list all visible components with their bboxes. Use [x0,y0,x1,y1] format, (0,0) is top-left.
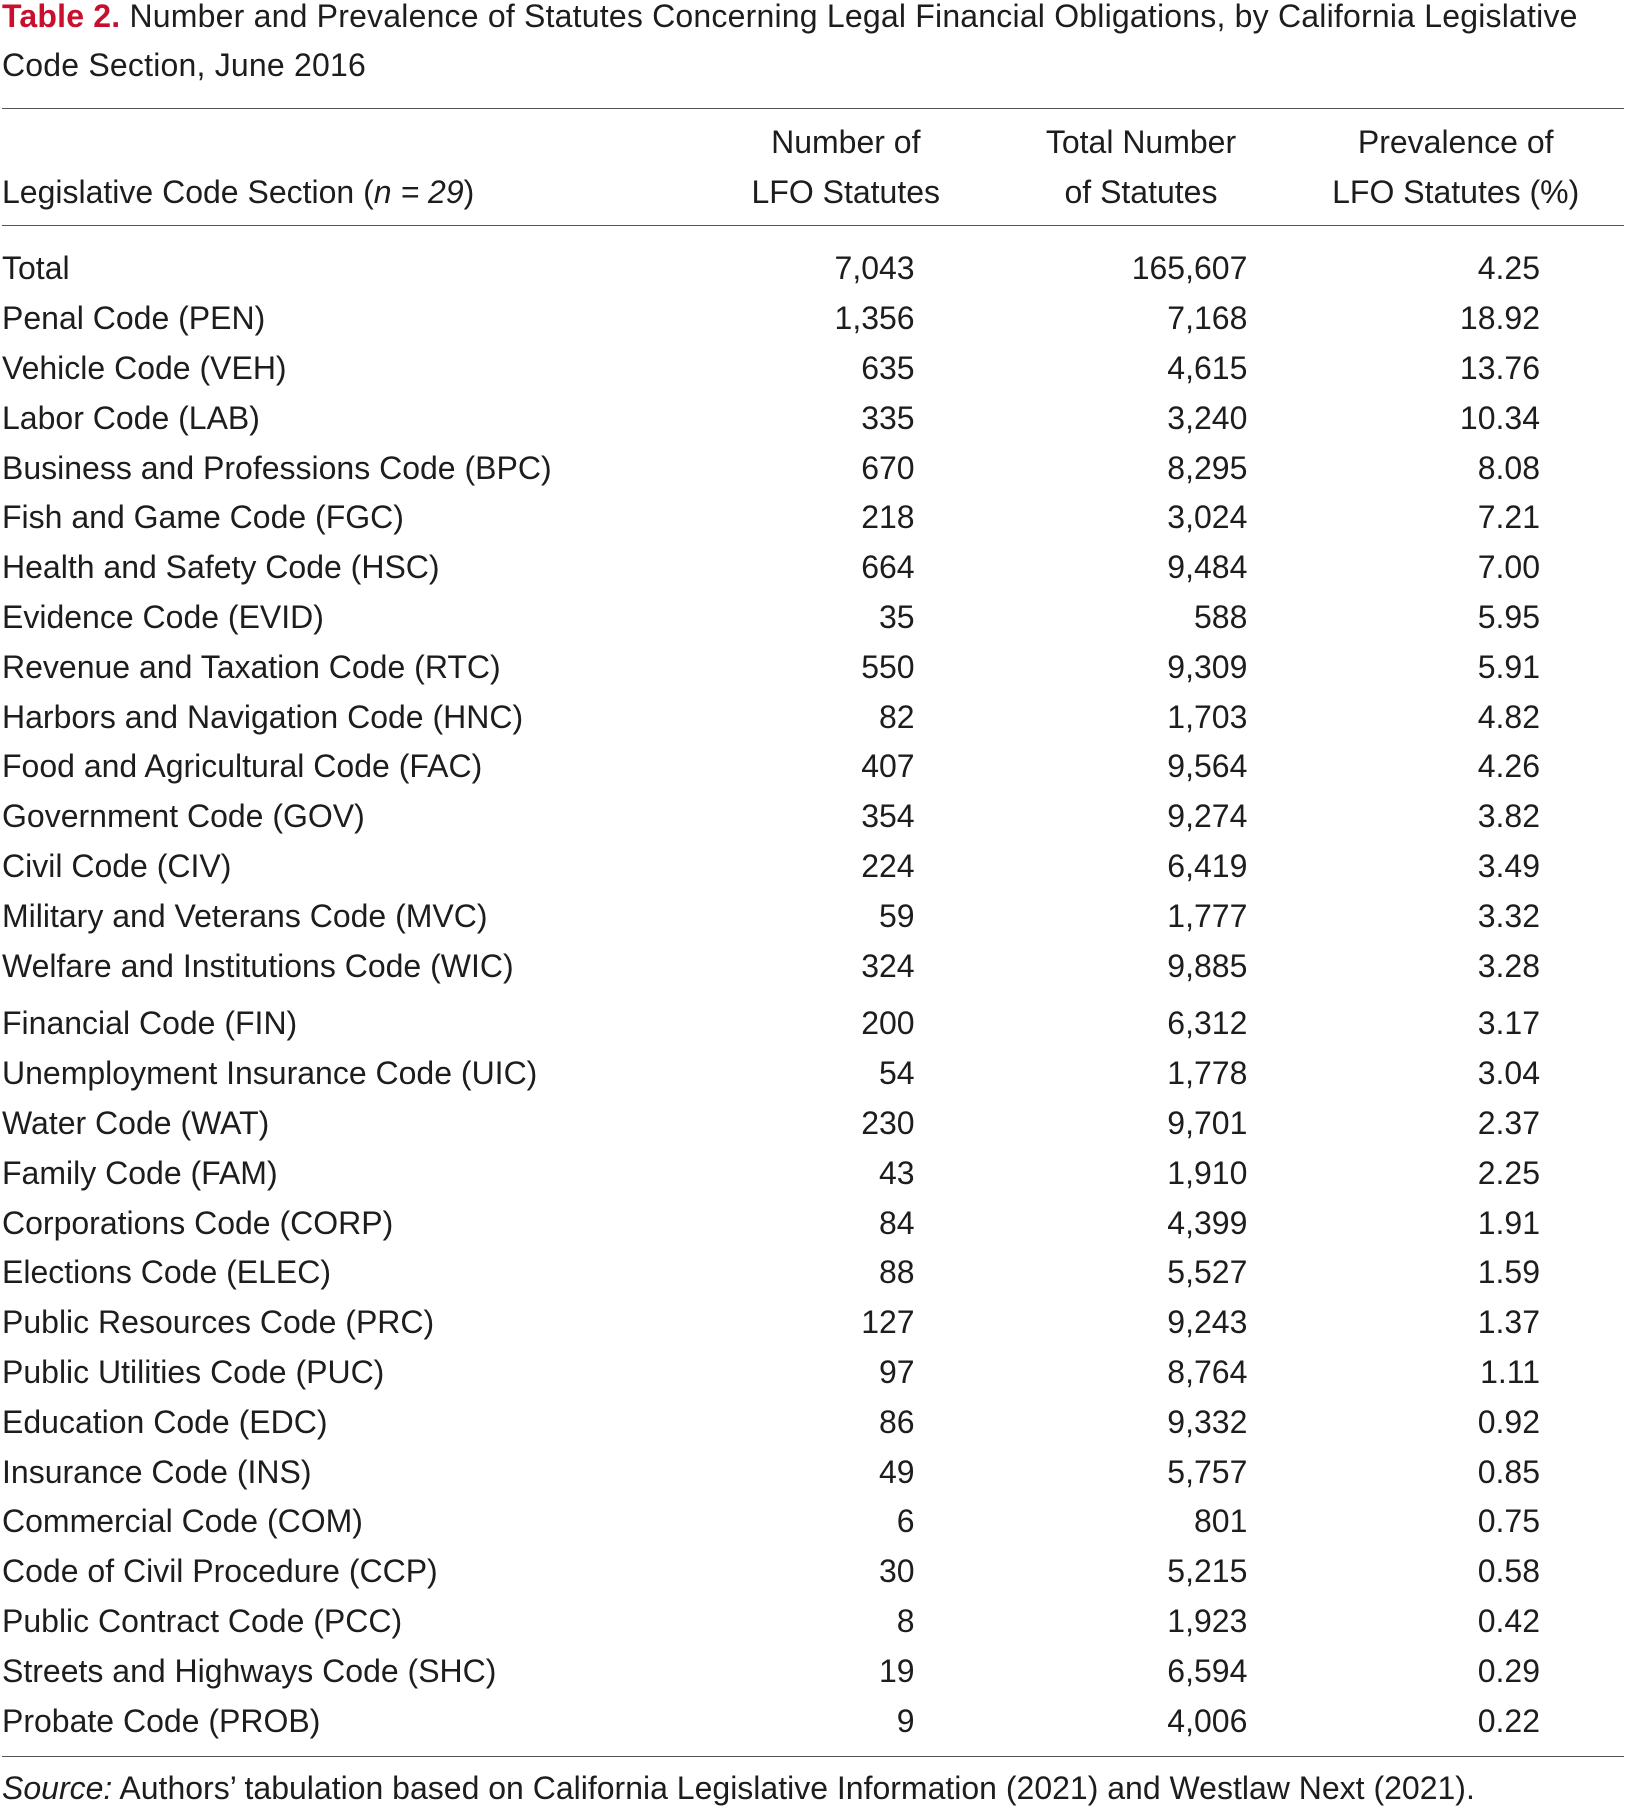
cell-lfo-statutes: 1,356 [834,300,915,337]
table-row [2,1397,1624,1447]
cell-lfo-statutes: 97 [879,1353,915,1390]
table-title: Number and Prevalence of Statutes Concerning Legal Financial Obligations, by California Legislative Code Section, June 2016 [2,0,1578,83]
cell-code-section: Public Contract Code (PCC) [2,1602,403,1639]
table-row [2,692,1624,742]
table-row [2,593,1624,643]
table-row [2,443,1624,493]
cell-lfo-statutes: 550 [861,648,915,685]
cell-lfo-statutes: 200 [861,1005,915,1042]
cell-prevalence: 1.37 [1477,1304,1540,1341]
cell-code-section: Military and Veterans Code (MVC) [2,897,488,934]
table-row [2,792,1624,842]
table-row [2,1198,1624,1248]
cell-lfo-statutes: 127 [861,1304,915,1341]
cell-prevalence: 0.22 [1477,1702,1540,1739]
table-row [2,1547,1624,1597]
header-prev-line1: Prevalence of [1357,124,1554,160]
cell-prevalence: 0.58 [1477,1553,1540,1590]
header-lfo-line1: Number of [771,124,921,160]
cell-code-section: Civil Code (CIV) [2,847,232,884]
cell-code-section: Streets and Highways Code (SHC) [2,1652,497,1689]
cell-total-statutes: 9,309 [1167,648,1248,685]
cell-total-statutes: 5,757 [1167,1453,1248,1490]
cell-total-statutes: 1,703 [1167,698,1248,735]
header-lfo-statutes [697,109,995,226]
cell-total-statutes: 4,006 [1167,1702,1248,1739]
table-row [2,344,1624,394]
cell-code-section: Penal Code (PEN) [2,300,266,337]
cell-lfo-statutes: 54 [879,1055,915,1092]
cell-prevalence: 5.91 [1477,648,1540,685]
cell-code-section: Education Code (EDC) [2,1403,328,1440]
table-row [2,543,1624,593]
table-row [2,1248,1624,1298]
cell-code-section: Labor Code (LAB) [2,399,260,436]
cell-code-section: Vehicle Code (VEH) [2,349,287,386]
cell-lfo-statutes: 59 [879,897,915,934]
cell-lfo-statutes: 324 [861,947,915,984]
cell-total-statutes: 1,923 [1167,1602,1248,1639]
table-row [2,1348,1624,1398]
cell-lfo-statutes: 43 [879,1154,915,1191]
cell-prevalence: 0.75 [1477,1503,1540,1540]
cell-total-statutes: 3,024 [1167,499,1248,536]
cell-code-section: Harbors and Navigation Code (HNC) [2,698,524,735]
cell-total-statutes: 4,615 [1167,349,1248,386]
cell-lfo-statutes: 84 [879,1204,915,1241]
cell-total-statutes: 8,295 [1167,449,1248,486]
cell-total-statutes: 6,419 [1167,847,1248,884]
table-row [2,991,1624,1049]
cell-code-section: Financial Code (FIN) [2,1005,298,1042]
header-prevalence [1287,109,1624,226]
table-row [2,1298,1624,1348]
cell-prevalence: 1.59 [1477,1254,1540,1291]
cell-lfo-statutes: 224 [861,847,915,884]
source-text: Authors’ tabulation based on California Legislative Information (2021) and Westlaw Next (2021). [112,1769,1475,1806]
table-row [2,1148,1624,1198]
cell-total-statutes: 7,168 [1167,300,1248,337]
cell-prevalence: 18.92 [1459,300,1540,337]
cell-code-section: Family Code (FAM) [2,1154,278,1191]
cell-lfo-statutes: 35 [879,598,915,635]
table-row [2,244,1624,294]
header-total-line2: of Statutes [1064,174,1218,210]
cell-lfo-statutes: 664 [861,549,915,586]
table-row [2,1497,1624,1547]
header-total-statutes [995,109,1288,226]
cell-prevalence: 4.26 [1477,748,1540,785]
cell-total-statutes: 6,594 [1167,1652,1248,1689]
cell-prevalence: 0.29 [1477,1652,1540,1689]
header-code-section-prefix: Legislative Code Section ( [2,174,374,210]
table-row [2,294,1624,344]
cell-total-statutes: 165,607 [1131,250,1248,287]
statutes-table [2,109,1624,1746]
cell-prevalence: 3.28 [1477,947,1540,984]
header-total-line1: Total Number [1045,124,1237,160]
cell-lfo-statutes: 9 [896,1702,915,1739]
cell-prevalence: 3.32 [1477,897,1540,934]
cell-code-section: Evidence Code (EVID) [2,598,324,635]
cell-prevalence: 8.08 [1477,449,1540,486]
cell-lfo-statutes: 354 [861,798,915,835]
table-row [2,1646,1624,1696]
table-row [2,891,1624,941]
cell-lfo-statutes: 218 [861,499,915,536]
cell-prevalence: 4.25 [1477,250,1540,287]
source-label: Source: [2,1769,113,1806]
cell-code-section: Public Utilities Code (PUC) [2,1353,385,1390]
table-row [2,842,1624,892]
cell-prevalence: 3.17 [1477,1005,1540,1042]
cell-prevalence: 7.21 [1477,499,1540,536]
cell-code-section: Water Code (WAT) [2,1104,270,1141]
cell-lfo-statutes: 635 [861,349,915,386]
cell-prevalence: 3.82 [1477,798,1540,835]
cell-code-section: Commercial Code (COM) [2,1503,363,1540]
table-label: Table 2. [2,0,121,34]
cell-code-section: Fish and Game Code (FGC) [2,499,404,536]
header-lfo-line2: LFO Statutes [751,174,941,210]
cell-total-statutes: 5,527 [1167,1254,1248,1291]
cell-lfo-statutes: 7,043 [834,250,915,287]
cell-total-statutes: 3,240 [1167,399,1248,436]
cell-lfo-statutes: 6 [896,1503,915,1540]
cell-total-statutes: 9,885 [1167,947,1248,984]
cell-prevalence: 1.91 [1477,1204,1540,1241]
cell-total-statutes: 8,764 [1167,1353,1248,1390]
cell-total-statutes: 801 [1193,1503,1248,1540]
table-spacer [2,226,1624,245]
cell-prevalence: 4.82 [1477,698,1540,735]
cell-total-statutes: 9,564 [1167,748,1248,785]
cell-code-section: Public Resources Code (PRC) [2,1304,435,1341]
cell-prevalence: 5.95 [1477,598,1540,635]
cell-prevalence: 2.37 [1477,1104,1540,1141]
cell-total-statutes: 9,701 [1167,1104,1248,1141]
header-code-section [2,109,697,226]
table-row [2,742,1624,792]
cell-lfo-statutes: 335 [861,399,915,436]
cell-code-section: Business and Professions Code (BPC) [2,449,552,486]
cell-lfo-statutes: 407 [861,748,915,785]
cell-total-statutes: 4,399 [1167,1204,1248,1241]
cell-code-section: Total [2,250,70,287]
cell-code-section: Probate Code (PROB) [2,1702,321,1739]
cell-code-section: Welfare and Institutions Code (WIC) [2,947,514,984]
cell-lfo-statutes: 82 [879,698,915,735]
cell-total-statutes: 9,274 [1167,798,1248,835]
cell-code-section: Unemployment Insurance Code (UIC) [2,1055,538,1092]
table-row [2,1099,1624,1149]
cell-code-section: Insurance Code (INS) [2,1453,312,1490]
header-code-section-n: n = 29 [373,174,464,210]
cell-code-section: Government Code (GOV) [2,798,365,835]
cell-lfo-statutes: 86 [879,1403,915,1440]
cell-total-statutes: 9,484 [1167,549,1248,586]
table-caption [2,0,1624,90]
cell-lfo-statutes: 670 [861,449,915,486]
cell-prevalence: 10.34 [1459,399,1540,436]
cell-prevalence: 0.85 [1477,1453,1540,1490]
table-row [2,642,1624,692]
cell-prevalence: 13.76 [1459,349,1540,386]
cell-total-statutes: 5,215 [1167,1553,1248,1590]
cell-prevalence: 7.00 [1477,549,1540,586]
cell-prevalence: 0.42 [1477,1602,1540,1639]
table-header-row [2,109,1624,226]
cell-total-statutes: 1,778 [1167,1055,1248,1092]
cell-prevalence: 3.49 [1477,847,1540,884]
cell-prevalence: 2.25 [1477,1154,1540,1191]
cell-code-section: Health and Safety Code (HSC) [2,549,440,586]
cell-total-statutes: 1,777 [1167,897,1248,934]
cell-code-section: Revenue and Taxation Code (RTC) [2,648,501,685]
cell-prevalence: 1.11 [1480,1353,1540,1390]
table-row [2,1447,1624,1497]
table-row [2,1597,1624,1647]
cell-code-section: Food and Agricultural Code (FAC) [2,748,483,785]
cell-total-statutes: 9,243 [1167,1304,1248,1341]
cell-code-section: Corporations Code (CORP) [2,1204,394,1241]
table-row [2,493,1624,543]
table-row [2,1049,1624,1099]
table-row [2,1696,1624,1746]
header-prev-line2: LFO Statutes (%) [1332,174,1580,210]
cell-lfo-statutes: 49 [879,1453,915,1490]
cell-prevalence: 3.04 [1477,1055,1540,1092]
cell-total-statutes: 6,312 [1167,1005,1248,1042]
cell-code-section: Code of Civil Procedure (CCP) [2,1553,438,1590]
table-row [2,393,1624,443]
cell-lfo-statutes: 19 [879,1652,915,1689]
table-body [2,226,1624,1746]
cell-lfo-statutes: 88 [879,1254,915,1291]
cell-total-statutes: 1,910 [1167,1154,1248,1191]
header-code-section-suffix: ) [463,174,475,210]
cell-lfo-statutes: 8 [896,1602,915,1639]
source-note [2,1757,1624,1811]
cell-total-statutes: 9,332 [1167,1403,1248,1440]
cell-code-section: Elections Code (ELEC) [2,1254,332,1291]
cell-total-statutes: 588 [1193,598,1248,635]
cell-prevalence: 0.92 [1477,1403,1540,1440]
table-row [2,941,1624,991]
cell-lfo-statutes: 230 [861,1104,915,1141]
cell-lfo-statutes: 30 [879,1553,915,1590]
